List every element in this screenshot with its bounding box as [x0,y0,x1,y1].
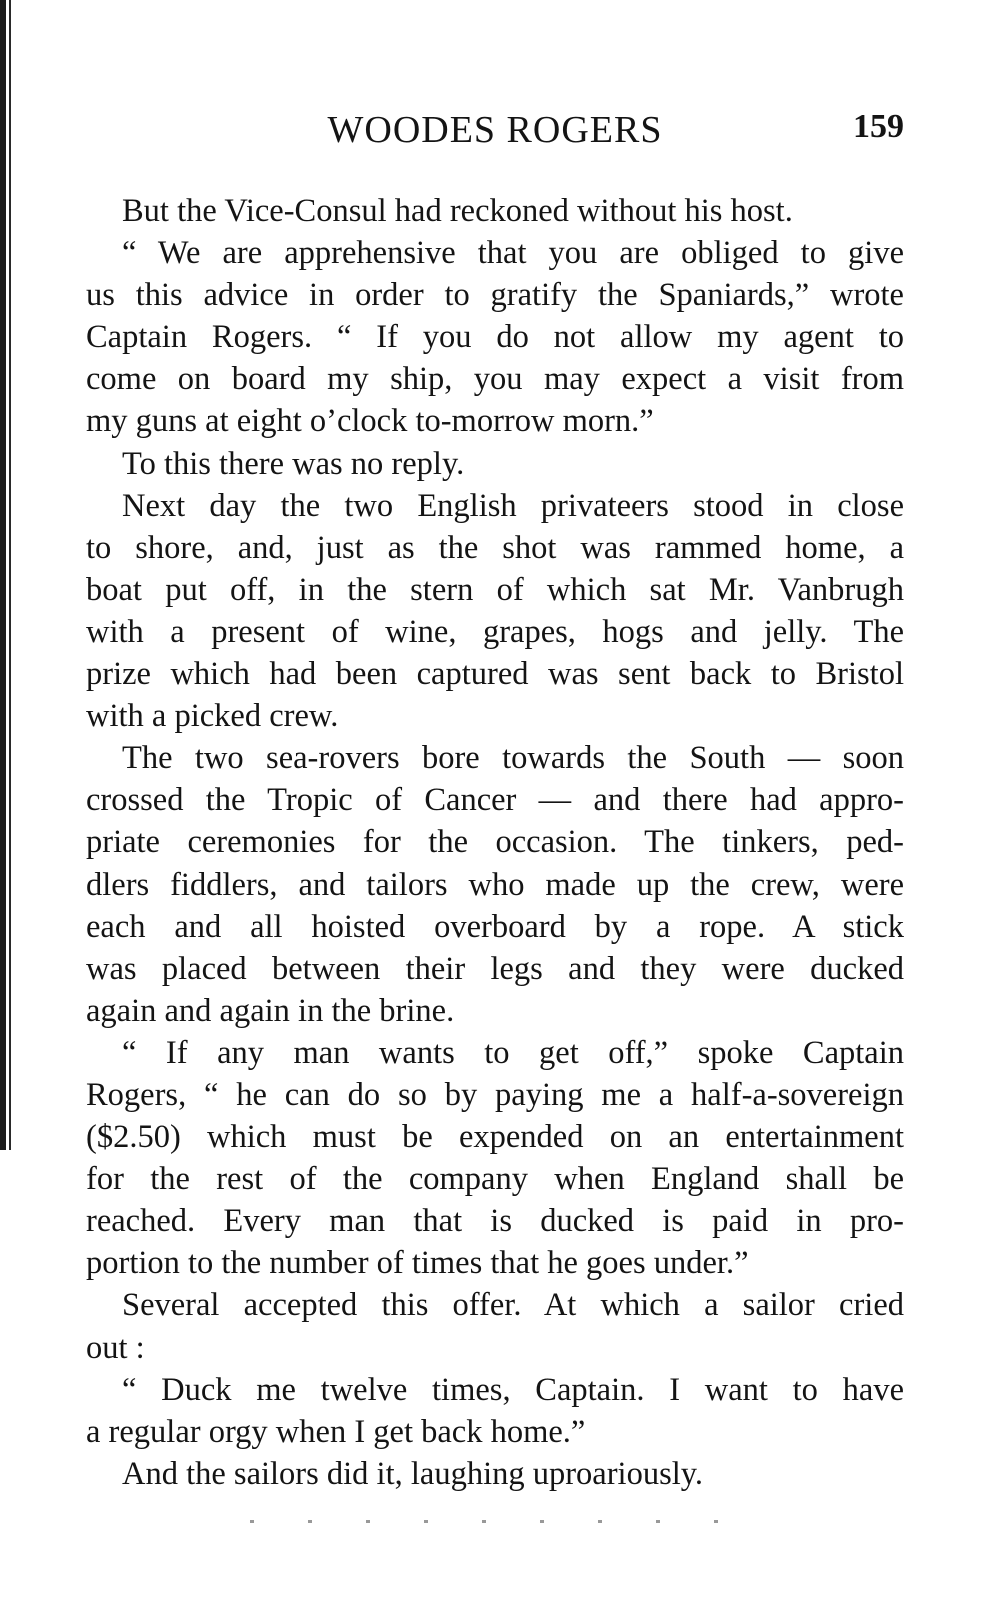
text-line: each and all hoisted overboard by a rope. A stick [86,908,904,945]
text-line: to shore, and, just as the shot was rammed home, a [86,529,904,566]
text-line: ($2.50) which must be expended on an entertainment [86,1119,904,1156]
binding-edge-line [9,0,11,1150]
text-line: out : [86,1329,145,1366]
text-line: “ Duck me twelve times, Captain. I want to have [122,1371,904,1408]
text-line: a regular orgy when I get back home.” [86,1413,586,1450]
body-text [86,190,904,1495]
text-line: boat put off, in the stern of which sat Mr. Vanbrugh [86,571,904,608]
text-line: for the rest of the company when England shall be [86,1161,904,1198]
text-line: “ If any man wants to get off,” spoke Captain [122,1034,904,1071]
text-line: portion to the number of times that he goes under.” [86,1245,749,1282]
text-line: But the Vice-Consul had reckoned without his host. [122,193,793,229]
text-line: us this advice in order to gratify the Spaniards,” wrote [86,277,904,314]
text-line: with a picked crew. [86,698,339,735]
page-number: 159 [853,108,904,145]
binding-edge [0,0,6,1150]
text-line: was placed between their legs and they were ducked [86,950,904,987]
text-line: And the sailors did it, laughing uproariously. [122,1455,704,1492]
running-title: WOODES ROGERS [327,109,663,151]
text-line: again and again in the brine. [86,992,455,1029]
text-line: with a present of wine, grapes, hogs and jelly. The [86,613,904,650]
text-line: Next day the two English privateers stood in close [122,487,904,524]
text-line: The two sea-rovers bore towards the South — soon [122,740,904,777]
text-line: prize which had been captured was sent back to Bristol [86,656,904,693]
text-line: Captain Rogers. “ If you do not allow my agent to [86,319,904,356]
text-line: reached. Every man that is ducked is paid in pro- [86,1203,904,1240]
text-line: priate ceremonies for the occasion. The tinkers, ped- [86,824,904,861]
footer-print-marks [250,1520,740,1523]
text-line: come on board my ship, you may expect a visit from [86,361,904,398]
text-line: dlers fiddlers, and tailors who made up the crew, were [86,866,904,903]
text-line: Rogers, “ he can do so by paying me a half-a-sovereign [86,1076,904,1113]
text-line: Several accepted this offer. At which a sailor cried [122,1287,904,1324]
text-line: “ We are apprehensive that you are obliged to give [122,235,904,272]
page-header [86,108,904,158]
text-line: To this there was no reply. [122,445,465,482]
text-line: my guns at eight o’clock to-morrow morn.” [86,403,654,440]
text-line: crossed the Tropic of Cancer — and there had appro- [86,782,904,819]
